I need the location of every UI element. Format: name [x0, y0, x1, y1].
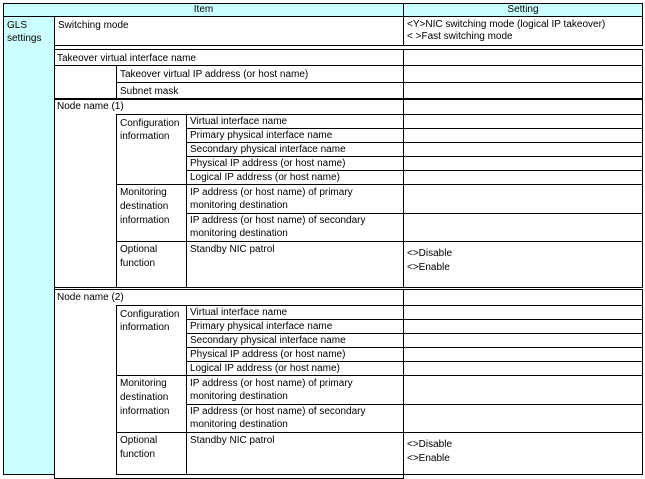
- node-2-optional-label: Optional function: [116, 432, 187, 475]
- node-1-optional-item: Standby NIC patrol: [186, 241, 404, 288]
- gls-settings-label: GLS settings: [3, 16, 55, 475]
- setting-header-text: Setting: [507, 4, 539, 15]
- node-1-config-label: Configuration information: [116, 114, 187, 185]
- node-2-config-item: Primary physical interface name: [186, 319, 404, 334]
- switching-mode-setting: [403, 16, 643, 46]
- setting-column-header: [403, 3, 643, 17]
- setting-cell[interactable]: [403, 361, 643, 376]
- node-1-optional-label: Optional function: [116, 241, 187, 288]
- item-column-header: [3, 3, 404, 17]
- setting-cell[interactable]: [403, 404, 643, 433]
- takeover-ip-label: Takeover virtual IP address (or host name): [116, 65, 404, 83]
- takeover-interface-setting[interactable]: [403, 49, 643, 66]
- node-2-config-label: Configuration information: [116, 305, 187, 376]
- option-disable[interactable]: <>Disable: [407, 439, 453, 450]
- setting-cell[interactable]: [403, 184, 643, 214]
- node-2-config-item: Secondary physical interface name: [186, 333, 404, 348]
- setting-cell[interactable]: [403, 375, 643, 405]
- switching-mode-label: Switching mode: [54, 16, 404, 46]
- node-1-label-setting[interactable]: [403, 98, 643, 115]
- node-2-standby-patrol-setting: [403, 432, 643, 475]
- node-1-monitor-label: Monitoring destination information: [116, 184, 187, 242]
- node-1-label: Node name (1): [57, 101, 124, 112]
- node-1-monitor-primary: IP address (or host name) of primary monitoring destination: [186, 184, 404, 214]
- setting-cell[interactable]: [403, 128, 643, 143]
- node-2-monitor-secondary: IP address (or host name) of secondary monitoring destination: [186, 404, 404, 433]
- setting-cell[interactable]: [403, 156, 643, 171]
- node-2-config-item: Virtual interface name: [186, 305, 404, 320]
- node-2-label-setting[interactable]: [403, 289, 643, 306]
- node-1-monitor-secondary: IP address (or host name) of secondary monitoring destination: [186, 213, 404, 242]
- takeover-interface-label: Takeover virtual interface name: [54, 49, 404, 66]
- takeover-ip-setting[interactable]: [403, 65, 643, 83]
- setting-cell[interactable]: [403, 319, 643, 334]
- node-1-config-item: Physical IP address (or host name): [186, 156, 404, 171]
- node-2-optional-item: Standby NIC patrol: [186, 432, 404, 475]
- setting-cell[interactable]: [403, 114, 643, 129]
- node-2-monitor-primary: IP address (or host name) of primary monitoring destination: [186, 375, 404, 405]
- item-header-text: Item: [193, 4, 214, 15]
- node-1-config-item: Primary physical interface name: [186, 128, 404, 143]
- setting-cell[interactable]: [403, 170, 643, 185]
- node-1-standby-patrol-setting: [403, 241, 643, 288]
- option-fast-switching[interactable]: < >Fast switching mode: [407, 31, 513, 42]
- node-1-config-item: Secondary physical interface name: [186, 142, 404, 157]
- node-2-config-item: Physical IP address (or host name): [186, 347, 404, 362]
- option-disable[interactable]: <>Disable: [407, 248, 453, 259]
- setting-cell[interactable]: [403, 333, 643, 348]
- setting-cell[interactable]: [403, 305, 643, 320]
- setting-cell[interactable]: [403, 142, 643, 157]
- option-enable[interactable]: <>Enable: [407, 262, 450, 273]
- gls-settings-table: [3, 3, 643, 475]
- subnet-mask-label: Subnet mask: [116, 82, 404, 100]
- node-1-config-item: Virtual interface name: [186, 114, 404, 129]
- option-enable[interactable]: <>Enable: [407, 453, 450, 464]
- node-2-config-item: Logical IP address (or host name): [186, 361, 404, 376]
- node-2-monitor-label: Monitoring destination information: [116, 375, 187, 433]
- setting-cell[interactable]: [403, 213, 643, 242]
- node-2-label: Node name (2): [57, 292, 124, 303]
- setting-cell[interactable]: [403, 347, 643, 362]
- option-nic-switching[interactable]: <Y>NIC switching mode (logical IP takeover): [407, 19, 606, 30]
- node-1-config-item: Logical IP address (or host name): [186, 170, 404, 185]
